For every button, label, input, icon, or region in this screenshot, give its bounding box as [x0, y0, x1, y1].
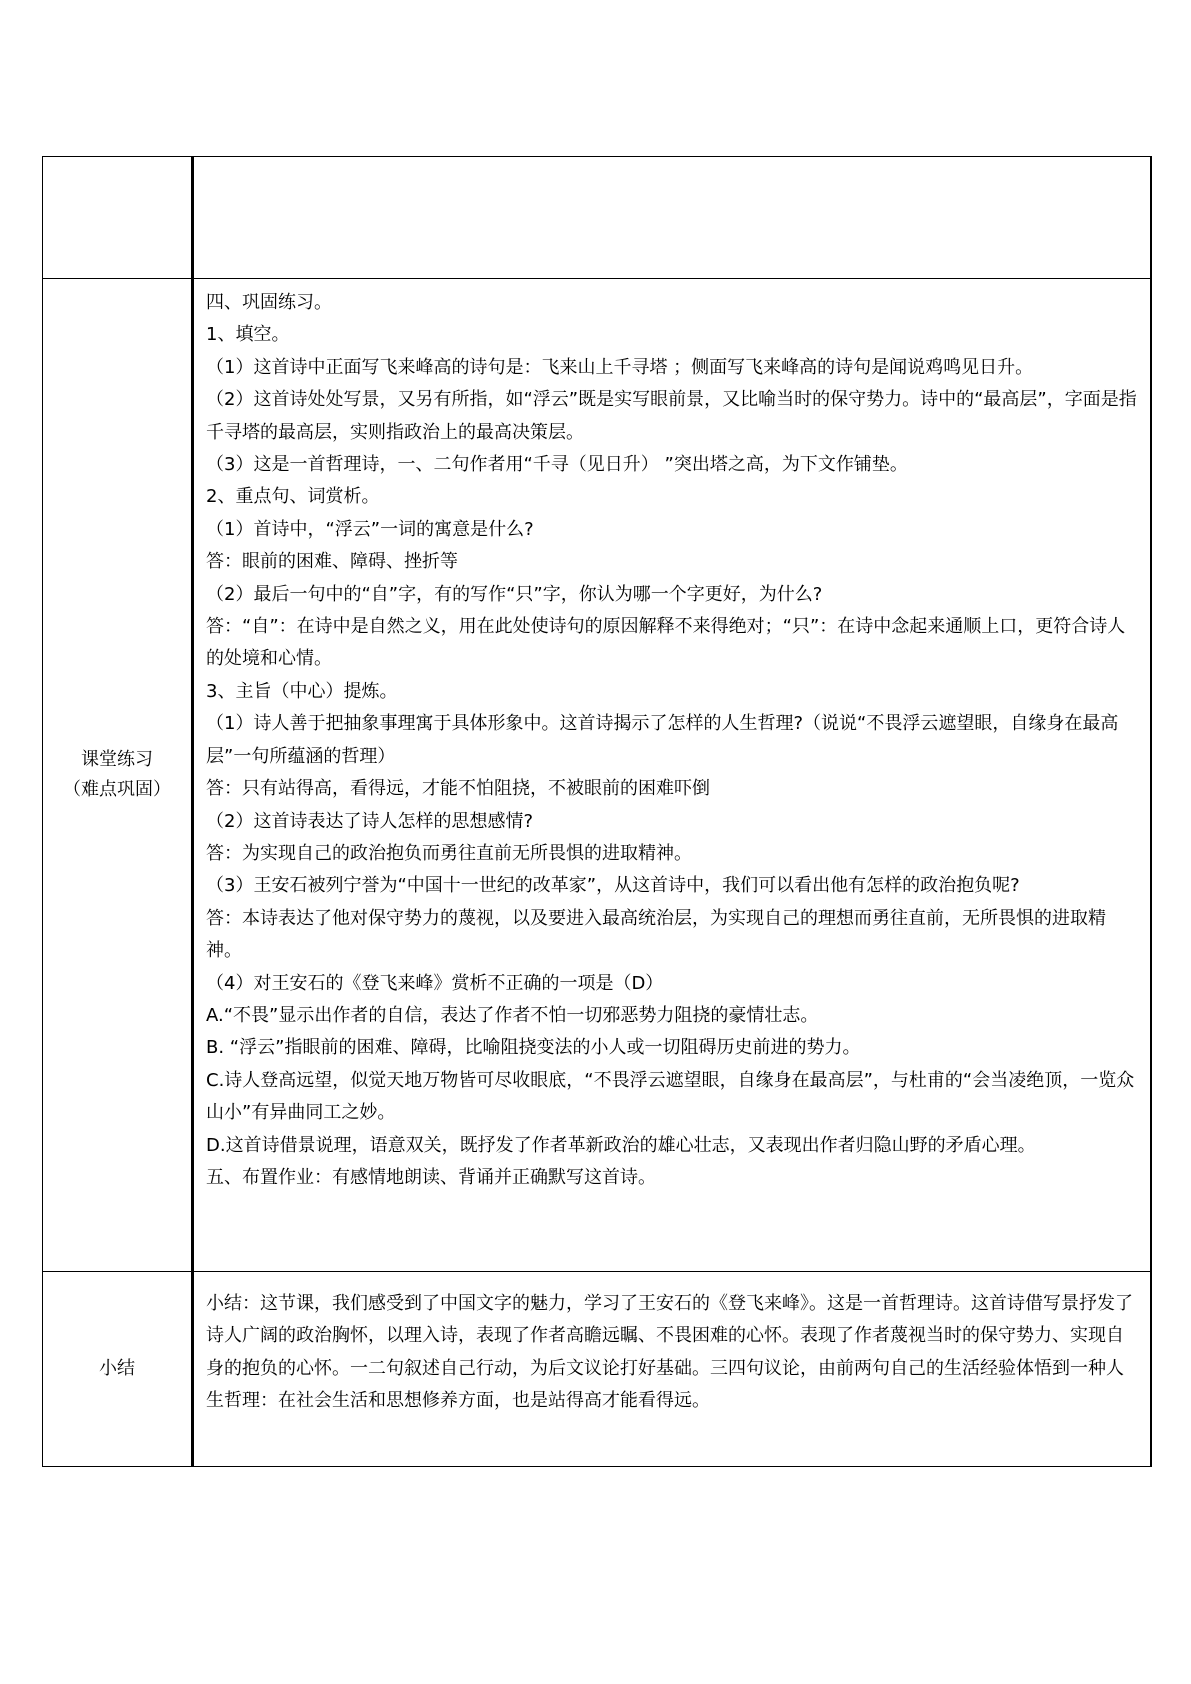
practice-sublabel: （难点巩固）: [63, 779, 171, 800]
practice-label-cell: [43, 279, 193, 1272]
section-heading: 四、巩固练习。: [206, 292, 332, 313]
subsection-heading: 1、填空。: [206, 324, 290, 346]
option-text: C.诗人登高远望，似觉天地万物皆可尽收眼底，“不畏浮云遮望眼，自缘身在最高层”，与杜甫的“会当凌绝顶，一览众山小”有异曲同工之妙。: [206, 1069, 1135, 1124]
question-text: （3）王安石被列宁誉为“中国十一世纪的改革家”，从这首诗中，我们可以看出他有怎样的政治抱负呢?: [206, 875, 1020, 897]
subsection-heading: 3、主旨（中心）提炼。: [206, 680, 398, 702]
summary-content-cell: [193, 1272, 1152, 1467]
question-text: （2）这首诗处处写景，又另有所指，如“浮云”既是实写眼前景，又比喻当时的保守势力。诗中的“最高层”，字面是指千寻塔的最高层，实则指政治上的最高决策层。: [206, 389, 1137, 443]
option-text: D.这首诗借景说理，语意双关，既抒发了作者革新政治的雄心壮志，又表现出作者归隐山野的矛盾心理。: [206, 1134, 1036, 1156]
question-text: （4）对王安石的《登飞来峰》赏析不正确的一项是（D）: [206, 972, 664, 994]
summary-content: [194, 1272, 1150, 1418]
subsection-heading: 2、重点句、词赏析。: [206, 486, 380, 508]
option-text: B. “浮云”指眼前的困难、障碍，比喻阻挠变法的小人或一切阻碍历史前进的势力。: [206, 1037, 861, 1059]
lesson-table: [42, 156, 1152, 1467]
summary-label-cell: [43, 1272, 193, 1467]
answer-text: 答：为实现自己的政治抱负而勇往直前无所畏惧的进取精神。: [206, 842, 692, 864]
option-text: A.“不畏”显示出作者的自信，表达了作者不怕一切邪恶势力阻挠的豪情壮志。: [206, 1004, 819, 1026]
table-row: [43, 279, 1152, 1272]
practice-content-cell: [193, 279, 1152, 1272]
practice-content: [194, 279, 1150, 1194]
table-row: [43, 157, 1152, 279]
answer-text: 答：“自”：在诗中是自然之义，用在此处使诗句的原因解释不来得绝对；“只”：在诗中念起来通顺上口，更符合诗人的处境和心情。: [206, 616, 1126, 670]
section-heading: 五、布置作业：有感情地朗读、背诵并正确默写这首诗。: [206, 1166, 656, 1188]
summary-text: 小结：这节课，我们感受到了中国文字的魅力，学习了王安石的《登飞来峰》。这是一首哲理诗。这首诗借写景抒发了诗人广阔的政治胸怀，以理入诗，表现了作者高瞻远瞩、不畏困难的心怀。表现了作者蔑视当时的保守势力、实现自身的抱负的心怀。一二句叙述自己行动，为后文议论打好基础。三四句议论，由前两句自己的生活经验体悟到一种人生哲理：在社会生活和思想修养方面，也是站得高才能看得远。: [206, 1293, 1133, 1412]
question-text: （1）诗人善于把抽象事理寓于具体形象中。这首诗揭示了怎样的人生哲理?（说说“不畏浮云遮望眼，自缘身在最高层”一句所蕴涵的哲理）: [206, 713, 1119, 767]
summary-label: 小结: [99, 1358, 135, 1379]
question-text: （2）这首诗表达了诗人怎样的思想感情?: [206, 810, 534, 832]
practice-label: 课堂练习: [81, 749, 153, 770]
empty-content-cell: [193, 157, 1152, 279]
empty-label-cell: [43, 157, 193, 279]
answer-text: 答：眼前的困难、障碍、挫折等: [206, 551, 458, 573]
question-text: （1）这首诗中正面写飞来峰高的诗句是：飞来山上千寻塔 ；侧面写飞来峰高的诗句是闻说鸡鸣见日升。: [206, 356, 1034, 378]
question-text: （1）首诗中，“浮云”一词的寓意是什么?: [206, 518, 534, 540]
answer-text: 答：本诗表达了他对保守势力的蔑视，以及要进入最高统治层，为实现自己的理想而勇往直前，无所畏惧的进取精神。: [206, 907, 1106, 962]
table-row: [43, 1272, 1152, 1467]
question-text: （2）最后一句中的“自”字，有的写作“只”字，你认为哪一个字更好，为什么?: [206, 583, 823, 605]
answer-text: 答：只有站得高，看得远，才能不怕阻挠，不被眼前的困难吓倒: [206, 778, 710, 800]
question-text: （3）这是一首哲理诗，一、二句作者用“千寻（见日升） ”突出塔之高，为下文作铺垫。: [206, 454, 908, 476]
